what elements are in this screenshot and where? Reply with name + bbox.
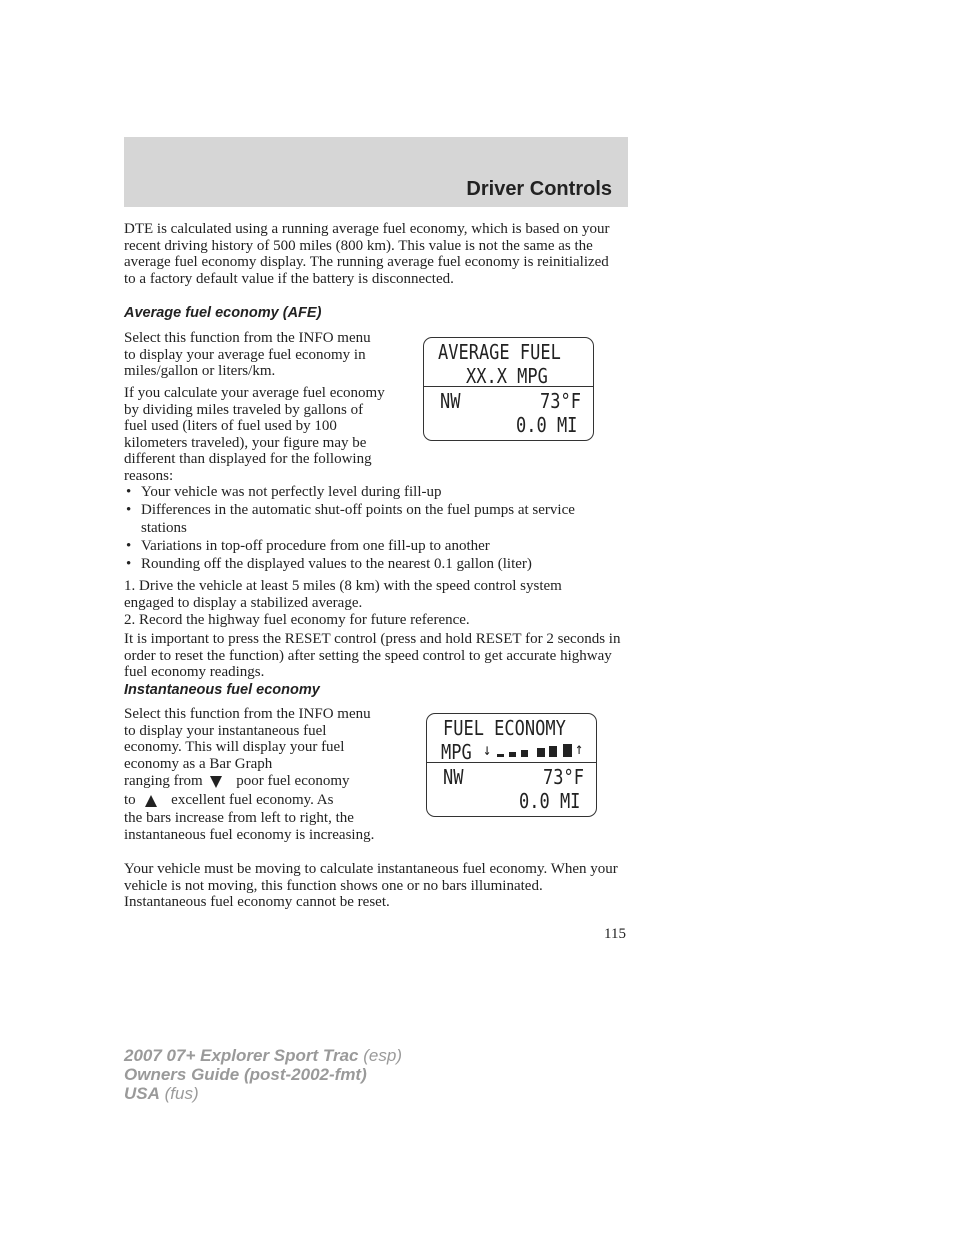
reasons-list	[124, 484, 624, 574]
up-triangle-icon	[145, 795, 157, 807]
document-footer: 2007 07+ Explorer Sport Trac (esp) Owners Guide (post-2002-fmt) USA (fus)	[124, 1046, 402, 1103]
afe-display-compass: NW	[440, 389, 461, 413]
ife-paragraph-a: Select this function from the INFO menu to display your instantaneous fuel economy. This will display your fuel economy as a Bar Graph	[124, 706, 371, 772]
afe-display-temp: 73°F	[540, 389, 581, 413]
down-triangle-icon	[210, 776, 222, 788]
ife-display-distance: 0.0 MI	[519, 789, 581, 813]
bar-graph-segment	[509, 752, 516, 757]
afe-lcd-display	[423, 337, 594, 441]
ife-display-compass: NW	[443, 765, 464, 789]
afe-display-line1: AVERAGE FUEL	[438, 340, 561, 364]
afe-heading: Average fuel economy (AFE)	[124, 305, 322, 321]
section-header-band	[124, 137, 628, 207]
bar-graph-segment	[497, 754, 504, 757]
page-number: 115	[604, 926, 626, 942]
ife-display-line1: FUEL ECONOMY	[443, 716, 566, 740]
afe-display-distance: 0.0 MI	[516, 413, 578, 437]
afe-display-line2: XX.X MPG	[466, 364, 548, 388]
intro-paragraph: DTE is calculated using a running average fuel economy, which is based on your recent driving history of 500 miles (800 km). This value is not the same as the average fuel economy display. The running average fuel economy is reinitialized to a factory default value if the battery is disconnected.	[124, 221, 610, 287]
list-item: • Variations in top-off procedure from one fill-up to another	[126, 537, 490, 554]
step-1: 1. Drive the vehicle at least 5 miles (8 km) with the speed control system engaged to display a stabilized average.	[124, 578, 562, 611]
reset-note: It is important to press the RESET control (press and hold RESET for 2 seconds in order to reset the function) after setting the speed control to get accurate highway fuel economy readings.	[124, 631, 621, 680]
bar-graph-segment	[521, 750, 528, 757]
ife-display-line2: MPG	[441, 740, 472, 764]
ife-lcd-display	[426, 713, 597, 817]
ife-paragraph-d: the bars increase from left to right, the instantaneous fuel economy is increasing.	[124, 810, 375, 843]
afe-paragraph-2: If you calculate your average fuel economy by dividing miles traveled by gallons of fuel used (liters of fuel used by 100 kilometers traveled), your figure may be different than displayed for the following reasons:	[124, 385, 385, 484]
bar-graph-segment	[549, 746, 557, 757]
list-item: • Rounding off the displayed values to the nearest 0.1 gallon (liter)	[126, 555, 532, 572]
ife-display-temp: 73°F	[543, 765, 584, 789]
bar-graph-segment	[563, 744, 572, 757]
ife-line-to: to excellent fuel economy. As	[124, 792, 334, 808]
list-item: • Your vehicle was not perfectly level during fill-up	[126, 484, 442, 500]
ife-moving-note: Your vehicle must be moving to calculate instantaneous fuel economy. When your vehicle is not moving, this function shows one or no bars illuminated. Instantaneous fuel economy cannot be reset.	[124, 861, 618, 910]
section-title: Driver Controls	[466, 178, 612, 200]
step-2: 2. Record the highway fuel economy for future reference.	[124, 612, 470, 628]
up-arrow-icon: ↑	[575, 739, 584, 758]
afe-paragraph-1: Select this function from the INFO menu to display your average fuel economy in miles/gallon or liters/km.	[124, 330, 371, 379]
bar-graph-segment	[537, 748, 545, 757]
list-item: • Differences in the automatic shut-off points on the fuel pumps at service stations	[126, 502, 575, 536]
ife-heading: Instantaneous fuel economy	[124, 682, 320, 698]
down-arrow-icon: ↓	[483, 740, 492, 759]
ife-line-ranging: ranging from poor fuel economy	[124, 773, 350, 789]
